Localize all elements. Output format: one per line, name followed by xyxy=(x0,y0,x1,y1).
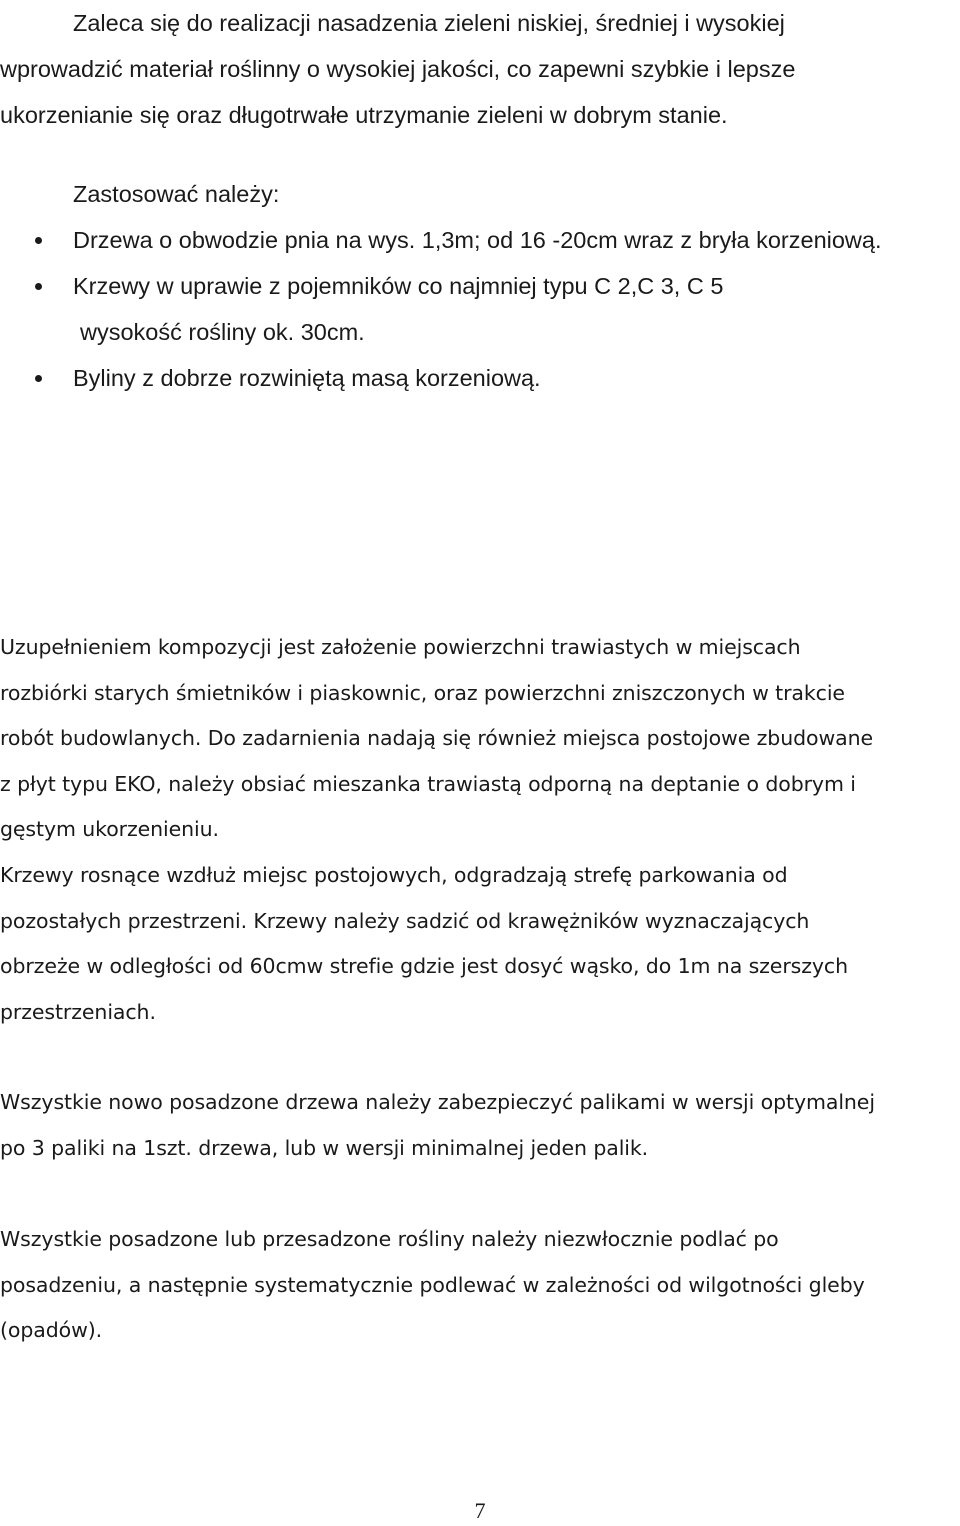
intro-line: Zaleca się do realizacji nasadzenia zieleni niskiej, średniej i wysokiej xyxy=(73,10,785,36)
paragraph-line: rozbiórki starych śmietników i piaskownic, oraz powierzchni zniszczonych w trakcie xyxy=(0,680,845,705)
paragraph-line: Wszystkie posadzone lub przesadzone rośliny należy niezwłocznie podlać po xyxy=(0,1227,779,1251)
paragraph-line: po 3 paliki na 1szt. drzewa, lub w wersji minimalnej jeden palik. xyxy=(0,1135,649,1160)
intro-paragraph xyxy=(0,0,960,138)
list-item-text: Krzewy w uprawie z pojemników co najmniej typu C 2,C 3, C 5 xyxy=(73,273,724,299)
bullet-icon xyxy=(35,375,42,382)
list-item xyxy=(0,217,960,263)
paragraph-line: (opadów). xyxy=(0,1318,103,1343)
list-item-text: Drzewa o obwodzie pnia na wys. 1,3m; od 16 -20cm wraz z bryła korzeniową. xyxy=(73,227,882,253)
watering-paragraph xyxy=(0,1217,960,1354)
list-item xyxy=(0,263,960,309)
paragraph-line: Uzupełnieniem kompozycji jest założenie powierzchni trawiastych w miejscach xyxy=(0,635,801,659)
bullet-icon xyxy=(35,283,42,290)
paragraph-line: z płyt typu EKO, należy obsiać mieszanka trawiastą odporną na deptanie o dobrym i xyxy=(0,771,856,796)
plant-requirements-list xyxy=(0,217,960,401)
bullet-icon xyxy=(35,237,42,244)
tree-stakes-paragraph xyxy=(0,1080,960,1171)
list-item-continuation xyxy=(0,309,960,355)
paragraph-line: Wszystkie nowo posadzone drzewa należy zabezpieczyć palikami w wersji optymalnej xyxy=(0,1090,875,1114)
apply-label: Zastosować należy: xyxy=(73,181,280,207)
list-item-continuation-text: wysokość rośliny ok. 30cm. xyxy=(80,319,365,345)
paragraph-line: pozostałych przestrzeni. Krzewy należy sadzić od krawężników wyznaczających xyxy=(0,908,810,933)
list-item-text: Byliny z dobrze rozwiniętą masą korzeniową. xyxy=(73,365,541,391)
intro-line: wprowadzić materiał roślinny o wysokiej jakości, co zapewni szybkie i lepsze xyxy=(0,56,796,82)
paragraph-line: Krzewy rosnące wzdłuż miejsc postojowych, odgradzają strefę parkowania od xyxy=(0,862,788,887)
paragraph-line: posadzeniu, a następnie systematycznie podlewać w zależności od wilgotności gleby xyxy=(0,1272,865,1297)
paragraph-line: obrzeże w odległości od 60cmw strefie gdzie jest dosyć wąsko, do 1m na szerszych xyxy=(0,954,848,979)
paragraph-line: przestrzeniach. xyxy=(0,999,156,1024)
intro-line: ukorzenianie się oraz długotrwałe utrzymanie zieleni w dobrym stanie. xyxy=(0,102,728,128)
paragraph-line: gęstym ukorzenieniu. xyxy=(0,817,219,842)
page-number: 7 xyxy=(474,1498,486,1523)
paragraph-line: robót budowlanych. Do zadarnienia nadają się również miejsca postojowe zbudowane xyxy=(0,726,873,751)
list-item xyxy=(0,355,960,401)
lawn-and-shrubs-paragraph xyxy=(0,625,960,1035)
